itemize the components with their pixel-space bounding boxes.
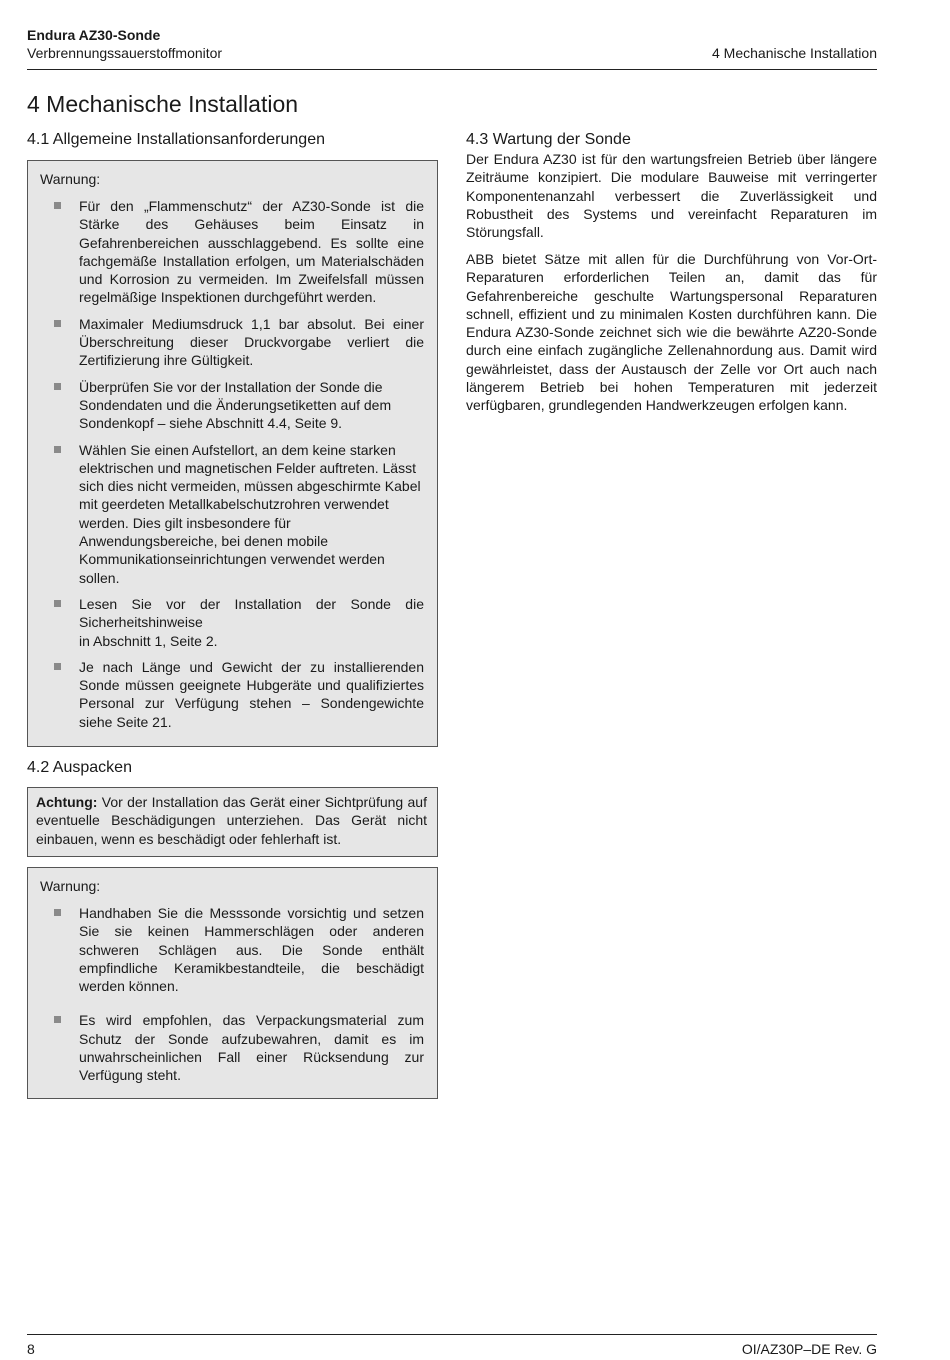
list-item-text: Für den „Flammenschutz“ der AZ30-Sonde ist die Stärke des Gehäuses beim Einsatz in Gefahrenbereichen ausschlaggebend. Es sollte eine fachgemäße Installation erfolgen, um Materialschäden und Korrosion zu vermeiden. Im Zweifelsfall müssen regelmäßige Inspektionen durchgeführt werden. xyxy=(79,198,424,306)
bullet-square-icon xyxy=(54,663,61,670)
caution-body: Vor der Installation das Gerät einer Sichtprüfung auf eventuelle Beschädigungen unterziehen. Das Gerät nicht einbauen, wenn es beschädigt oder fehlerhaft ist. xyxy=(36,794,427,847)
page-number: 8 xyxy=(27,1341,35,1357)
bullet-square-icon xyxy=(54,1016,61,1023)
caution-text xyxy=(36,793,427,848)
list-item xyxy=(42,315,424,370)
warning-label: Warnung: xyxy=(40,878,101,894)
list-item-text: Maximaler Mediumsdruck 1,1 bar absolut. Bei einer Überschreitung dieser Druckvorgabe verliert die Zertifizierung ihre Gültigkeit. xyxy=(79,315,424,369)
list-item xyxy=(42,197,424,307)
bullet-square-icon xyxy=(54,320,61,327)
section-4-2-title: 4.2 Auspacken xyxy=(27,759,132,776)
bullet-square-icon xyxy=(54,383,61,390)
product-subtitle: Verbrennungssauerstoffmonitor xyxy=(27,45,223,61)
chapter-title: 4 Mechanische Installation xyxy=(27,91,299,117)
section-4-1-title: 4.1 Allgemeine Installationsanforderungen xyxy=(27,131,325,148)
document-reference: OI/AZ30P–DE Rev. G xyxy=(741,1341,877,1357)
list-item-text: Wählen Sie einen Aufstellort, an dem keine starken elektrischen und magnetischen Felder auftreten. Lässt sich dies nicht vermeiden, müssen abgeschirmte Kabel mit geerdeten Metallkabelschutzrohren verwendet werden. Dies gilt insbesondere für Anwendungsbereiche, bei denen mobile Kommunikationseinrichtungen verwendet werden sollen. xyxy=(79,441,421,586)
product-name: Endura AZ30-Sonde xyxy=(27,27,161,43)
list-item xyxy=(42,1011,424,1084)
list-item xyxy=(42,378,424,433)
caution-label: Achtung: xyxy=(36,794,98,810)
paragraph: ABB bietet Sätze mit allen für die Durchführung von Vor-Ort-Reparaturen erforderlichen Teilen an, damit das für Gefahrenbereiche geschulte Wartungspersonal Reparaturen schnell, effizient und zu minimalen Kosten durchführen kann. Die Endura AZ30-Sonde zeichnet sich wie die bewährte AZ20-Sonde durch eine einfach zugängliche Zellenahnordung aus. Damit wird gewährleistet, dass der Austausch der Zelle vor Ort auch nach längerem Betrieb bei hohen Temperaturen mit jederzeit verfügbaren, grundlegenden Handwerkzeugen erfolgen kann. xyxy=(466,251,877,414)
footer-divider xyxy=(27,1334,877,1335)
section-4-3-title: 4.3 Wartung der Sonde xyxy=(466,131,631,148)
paragraph: Der Endura AZ30 ist für den wartungsfreien Betrieb über längere Zeiträume konzipiert. Die modulare Bauweise mit verringerter Komponentenanzahl verbessert die Zuverlässigkeit und Robustheit des Systems und vereinfacht Reparaturen im Störungsfall. xyxy=(466,151,877,241)
header-section-name: 4 Mechanische Installation xyxy=(712,45,877,61)
bullet-square-icon xyxy=(54,600,61,607)
warning-box-unpacking xyxy=(27,867,438,1099)
list-item-text: Handhaben Sie die Messsonde vorsichtig und setzen Sie sie keinen Hammerschlägen oder anderen schweren Schlägen aus. Die Sonde enthält empfindliche Keramikbestandteile, die beschädigt werden können. xyxy=(79,905,424,995)
list-item xyxy=(42,441,424,587)
caution-box xyxy=(27,787,438,857)
warning-list xyxy=(42,197,424,731)
warning-label: Warnung: xyxy=(40,171,101,187)
bullet-square-icon xyxy=(54,202,61,209)
bullet-square-icon xyxy=(54,446,61,453)
list-item-text: Je nach Länge und Gewicht der zu installierenden Sonde müssen geeignete Hubgeräte und qualifiziertes Personal zur Verfügung stehen – Sondengewichte siehe Seite 21. xyxy=(79,658,424,730)
list-item xyxy=(42,658,424,731)
list-item-text: Überprüfen Sie vor der Installation der Sonde die Sondendaten und die Änderungsetiketten auf dem Sondenkopf – siehe Abschnitt 4.4, Seite 9. xyxy=(79,378,392,432)
bullet-square-icon xyxy=(54,909,61,916)
warning-box-installation xyxy=(27,160,438,747)
warning-list xyxy=(42,904,424,1085)
list-item-text: Es wird empfohlen, das Verpackungsmaterial zum Schutz der Sonde aufzubewahren, damit es im unwahrscheinlichen Fall einer Rücksendung zur Verfügung steht. xyxy=(79,1012,424,1084)
page-header xyxy=(27,25,877,70)
list-item xyxy=(42,595,424,650)
list-item xyxy=(42,904,424,995)
list-item-text: Lesen Sie vor der Installation der Sonde die Sicherheitshinweise in Abschnitt 1, Seite 2. xyxy=(79,595,424,649)
